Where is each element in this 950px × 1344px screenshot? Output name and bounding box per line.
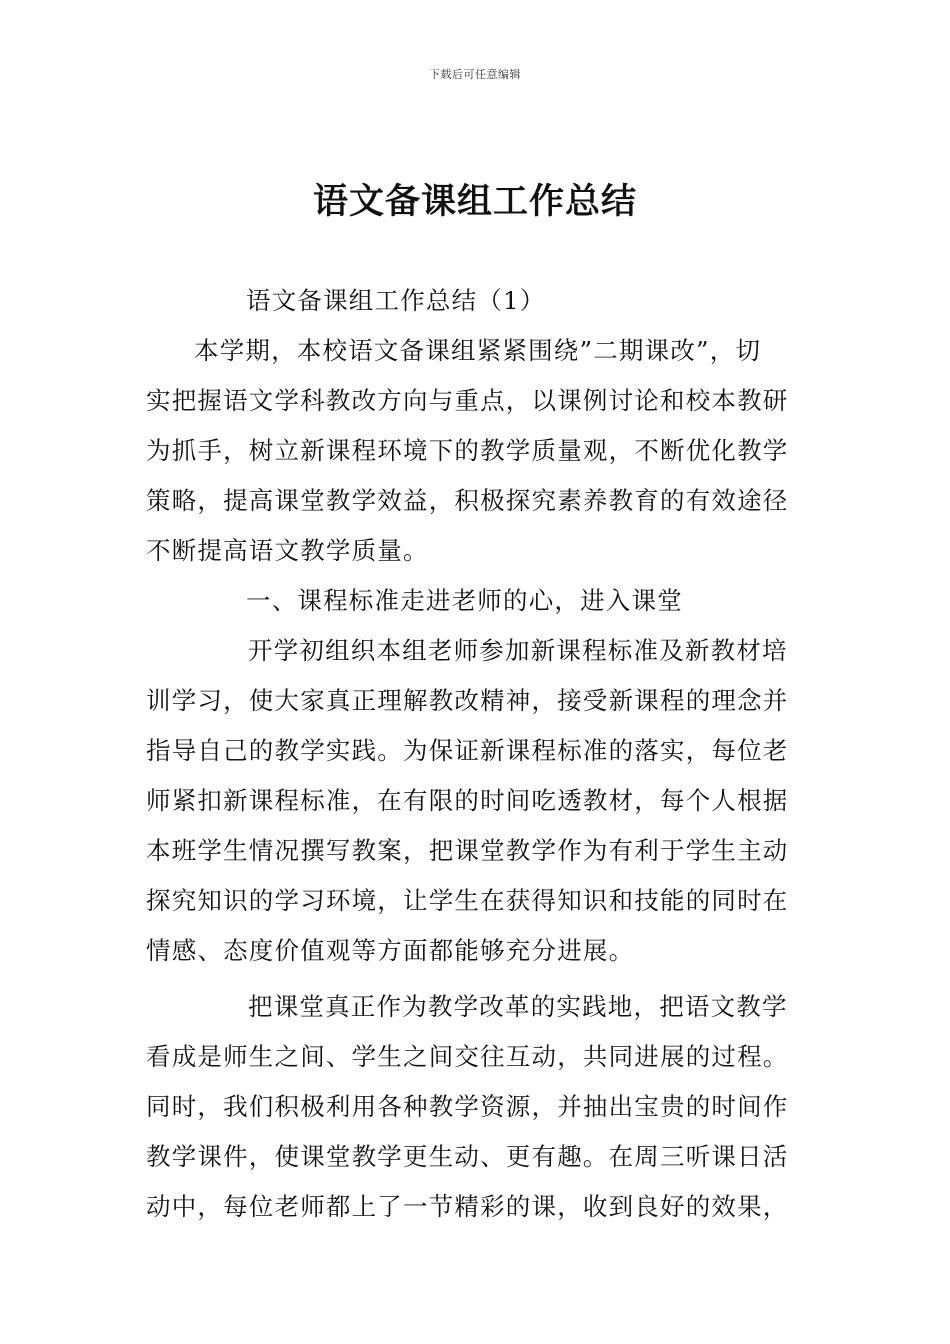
paragraph-3-line: 把课堂真正作为教学改革的实践地，把语文教学 (248, 992, 788, 1021)
paragraph-2-line: 情感、态度价值观等方面都能够充分进展。 (146, 936, 635, 965)
paragraph-2-line: 师紧扣新课程标准，在有限的时间吃透教材，每个人根据 (146, 786, 789, 815)
paragraph-1-line: 实把握语文学科教改方向与重点，以课例讨论和校本教研 (146, 386, 789, 415)
document-subtitle: 语文备课组工作总结（1） (246, 286, 546, 315)
paragraph-3-line: 同时，我们积极利用各种教学资源，并抽出宝贵的时间作 (146, 1092, 789, 1121)
paragraph-2-line: 本班学生情况撰写教案，把课堂教学作为有利于学生主动 (146, 836, 789, 865)
paragraph-2-line: 开学初组织本组老师参加新课程标准及新教材培 (248, 636, 788, 665)
paragraph-3-line: 教学课件，使课堂教学更生动、更有趣。在周三听课日活 (146, 1142, 789, 1171)
paragraph-3-line: 动中，每位老师都上了一节精彩的课，收到良好的效果， (146, 1192, 789, 1221)
paragraph-1-line: 不断提高语文教学质量。 (146, 536, 429, 565)
paragraph-1-line: 本学期，本校语文备课组紧紧围绕”二期课改”，切 (194, 336, 762, 365)
paragraph-1-line: 为抓手，树立新课程环境下的教学质量观，不断优化教学 (146, 436, 789, 465)
document-title: 语文备课组工作总结 (312, 182, 637, 222)
paragraph-2-line: 训学习，使大家真正理解教改精神，接受新课程的理念并 (146, 686, 789, 715)
paragraph-3-line: 看成是师生之间、学生之间交往互动，共同进展的过程。 (146, 1042, 789, 1071)
paragraph-2-line: 探究知识的学习环境，让学生在获得知识和技能的同时在 (146, 886, 789, 915)
paragraph-1-line: 策略，提高课堂教学效益，积极探究素养教育的有效途径 (146, 486, 789, 515)
paragraph-2-line: 指导自己的教学实践。为保证新课程标准的落实，每位老 (146, 736, 789, 765)
header-note: 下载后可任意编辑 (429, 68, 521, 81)
section-heading: 一、课程标准走进老师的心，进入课堂 (246, 586, 683, 615)
